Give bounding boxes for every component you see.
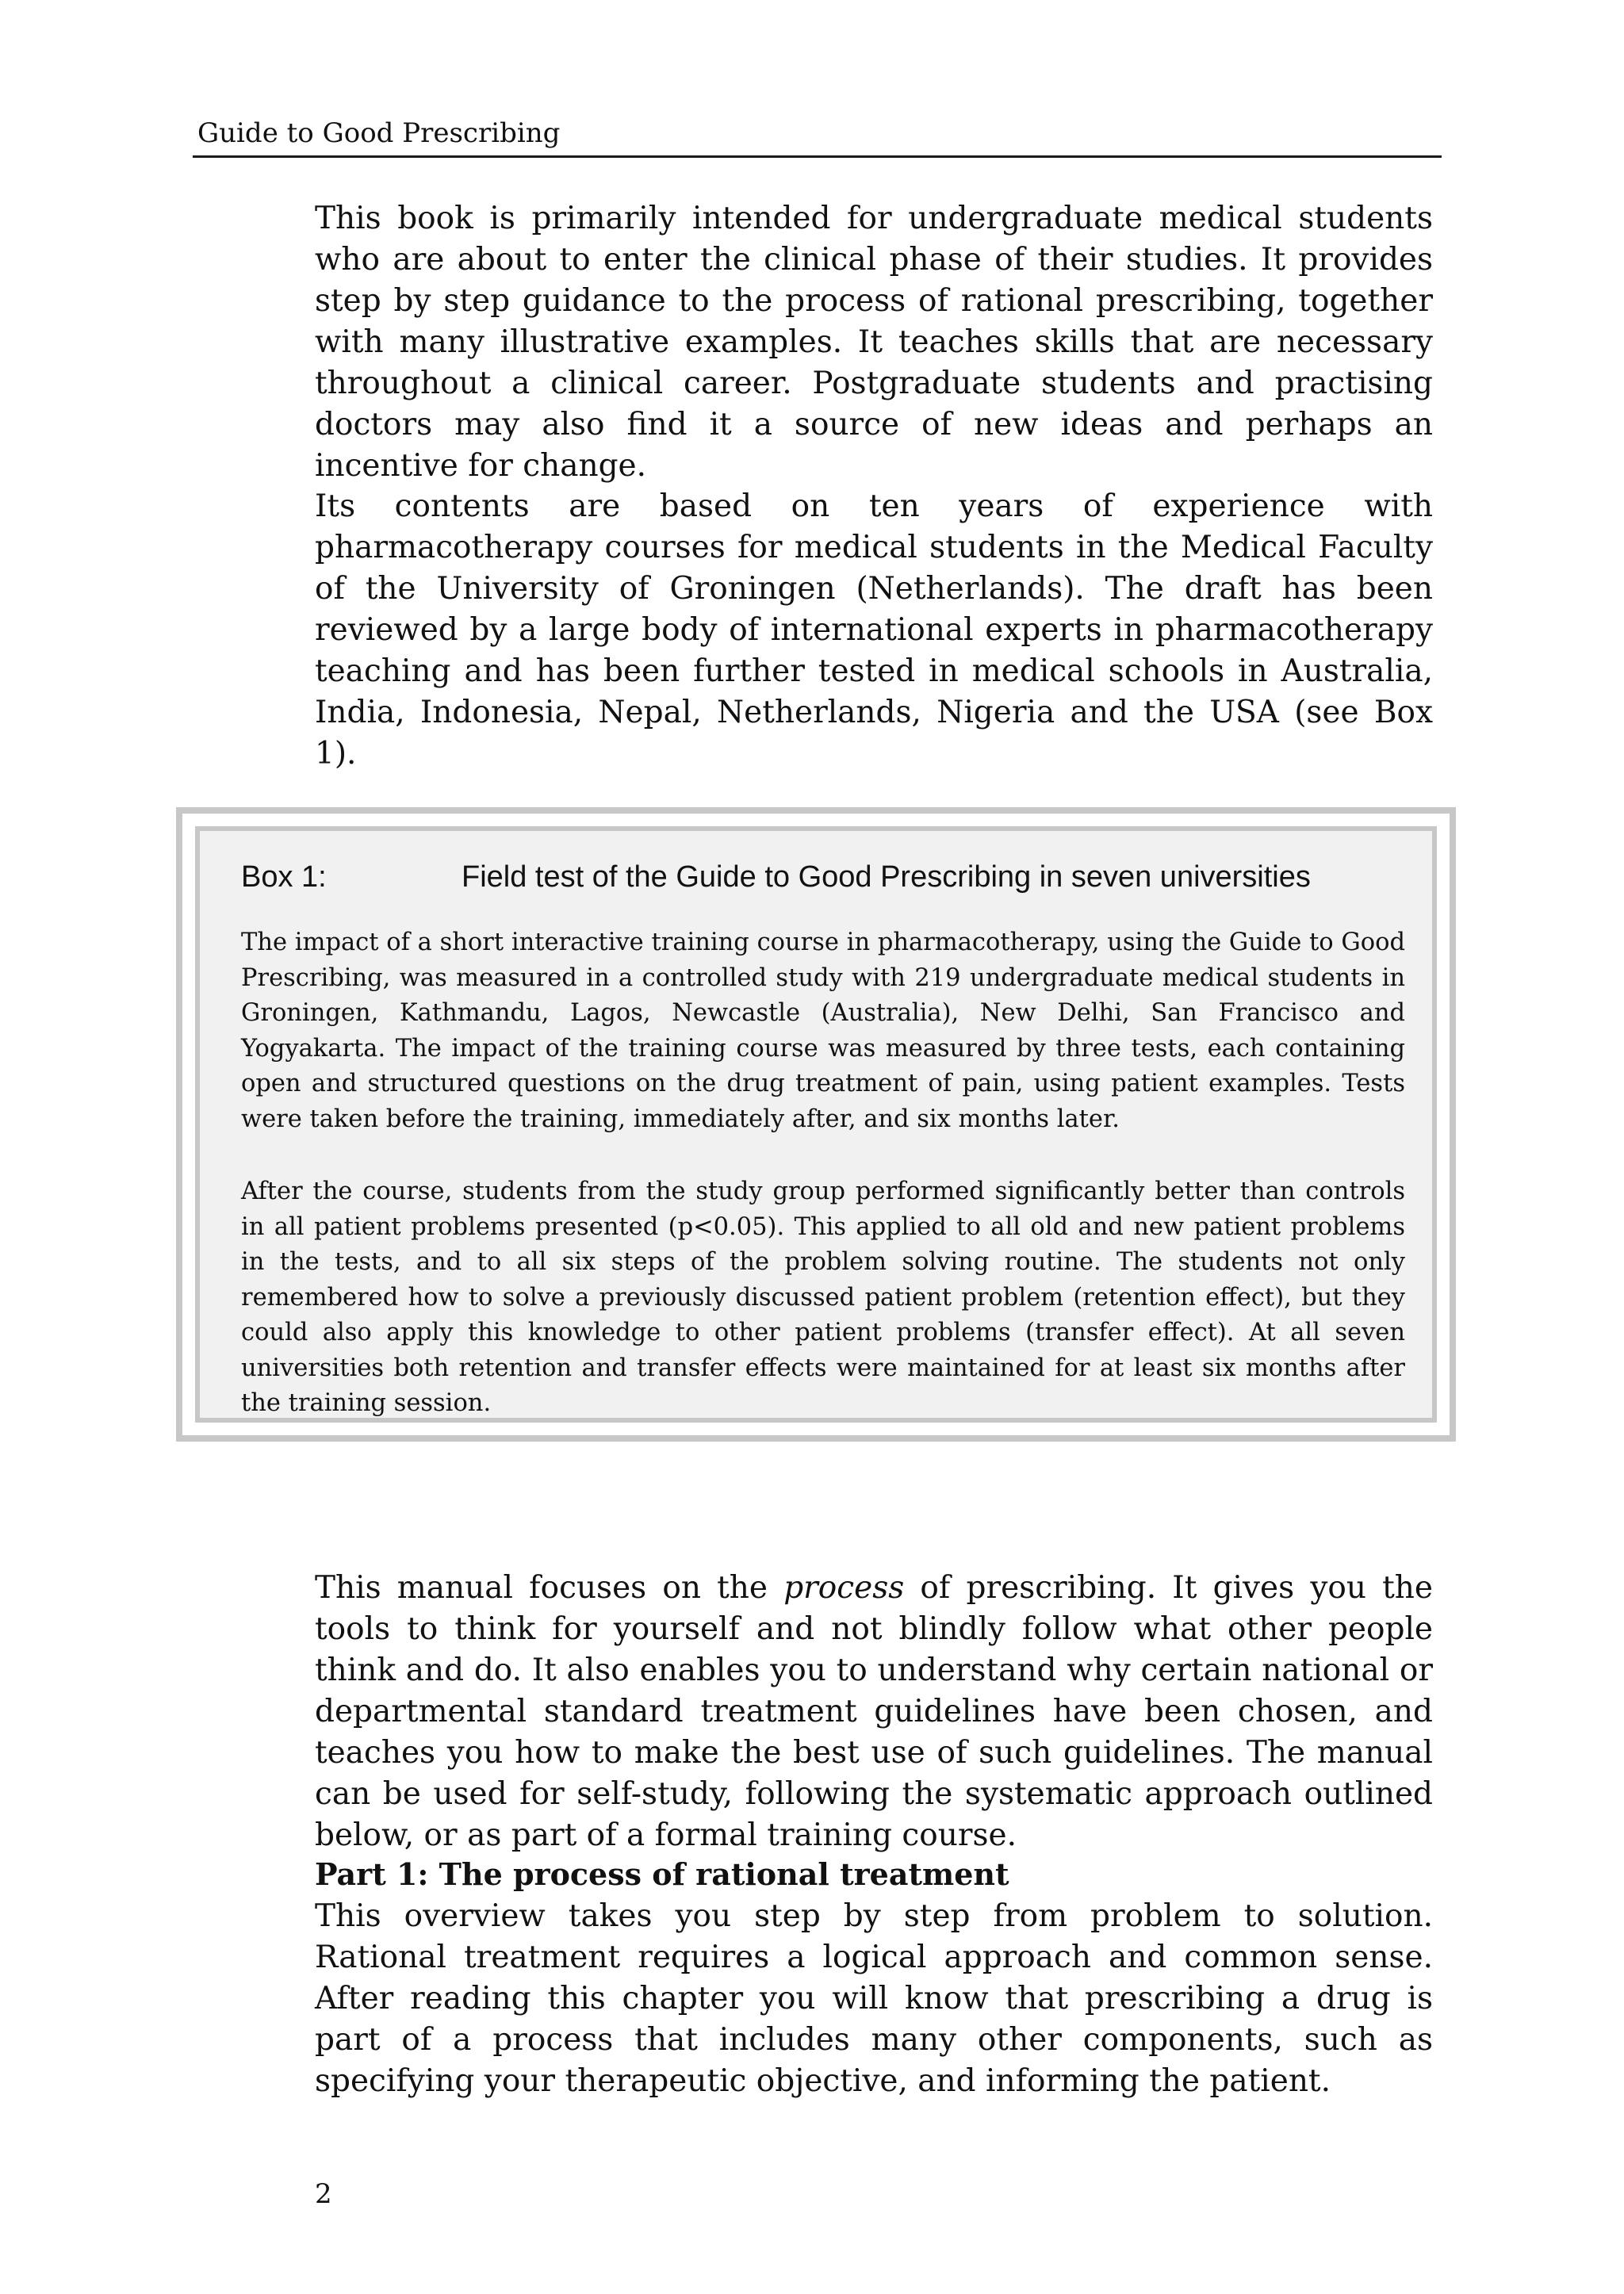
box-paragraph-2: After the course, students from the study group performed significantly better than controls in all patient problems presented (p<0.05). This applied to all old and new patient problems in the tests, and to all six steps of the problem solving routine. The students not only remembered how to solve a previously discussed patient problem (retention effect), but they could also apply this knowledge to other patient problems (transfer effect). At all seven universities both retention and transfer effects were maintained for at least six months after the training session.	[241, 1178, 1405, 1417]
running-title: Guide to Good Prescribing	[197, 117, 561, 149]
part1-paragraph: This overview takes you step by step from problem to solution. Rational treatment requires a logical approach and common sense. After reading this chapter you will know that prescribing a drug is part of a process that includes many other components, such as specifying your therapeutic objective, and informing the patient.	[315, 1898, 1433, 2099]
box-label: Box 1:	[241, 860, 327, 894]
box-paragraph-1: The impact of a short interactive training course in pharmacotherapy, using the Guide to Good Prescribing, was measured in a controlled study with 219 undergraduate medical students in Groningen, Kathmandu, Lagos, Newcastle (Australia), New Delhi, San Francisco and Yogyakarta. The impact of the training course was measured by three tests, each containing open and structured questions on the drug treatment of pain, using patient examples. Tests were taken before the training, immediately after, and six months later.	[241, 929, 1405, 1133]
box-title: Field test of the Guide to Good Prescribing in seven universities	[462, 860, 1311, 894]
manual-text-end: of prescribing. It gives you the tools to think for yourself and not blindly follow what other people think and do. It also enables you to understand why certain national or departmental standard treatment guidelines have been chosen, and teaches you how to make the best use of such guidelines. The manual can be used for self-study, following the systematic approach outlined below, or as part of a formal training course.	[315, 1570, 1434, 1853]
box-1-frame	[182, 814, 1450, 1435]
intro-paragraph-1: This book is primarily intended for undergraduate medical students who are about to enter the clinical phase of their studies. It provides step by step guidance to the process of rational prescribing, together with many illustrative examples. It teaches skills that are necessary throughout a clinical career. Postgraduate students and practising doctors may also find it a source of new ideas and perhaps an incentive for change.	[315, 201, 1433, 484]
manual-emphasis-process: process	[783, 1570, 905, 1606]
part1-heading: Part 1: The process of rational treatment	[315, 1856, 1009, 1892]
intro-paragraph-2: Its contents are based on ten years of experience with pharmacotherapy courses for medical students in the Medical Faculty of the University of Groningen (Netherlands). The draft has been reviewed by a large body of international experts in pharmacotherapy teaching and has been further tested in medical schools in Australia, India, Indonesia, Nepal, Netherlands, Nigeria and the USA (see Box 1).	[315, 488, 1433, 772]
page-number: 2	[315, 2178, 332, 2210]
manual-text-start: This manual focuses on the	[315, 1570, 784, 1606]
page-header	[193, 114, 1442, 158]
manual-paragraph	[315, 1568, 1433, 1856]
box-1	[176, 807, 1456, 1442]
box-1-content	[195, 826, 1437, 1423]
